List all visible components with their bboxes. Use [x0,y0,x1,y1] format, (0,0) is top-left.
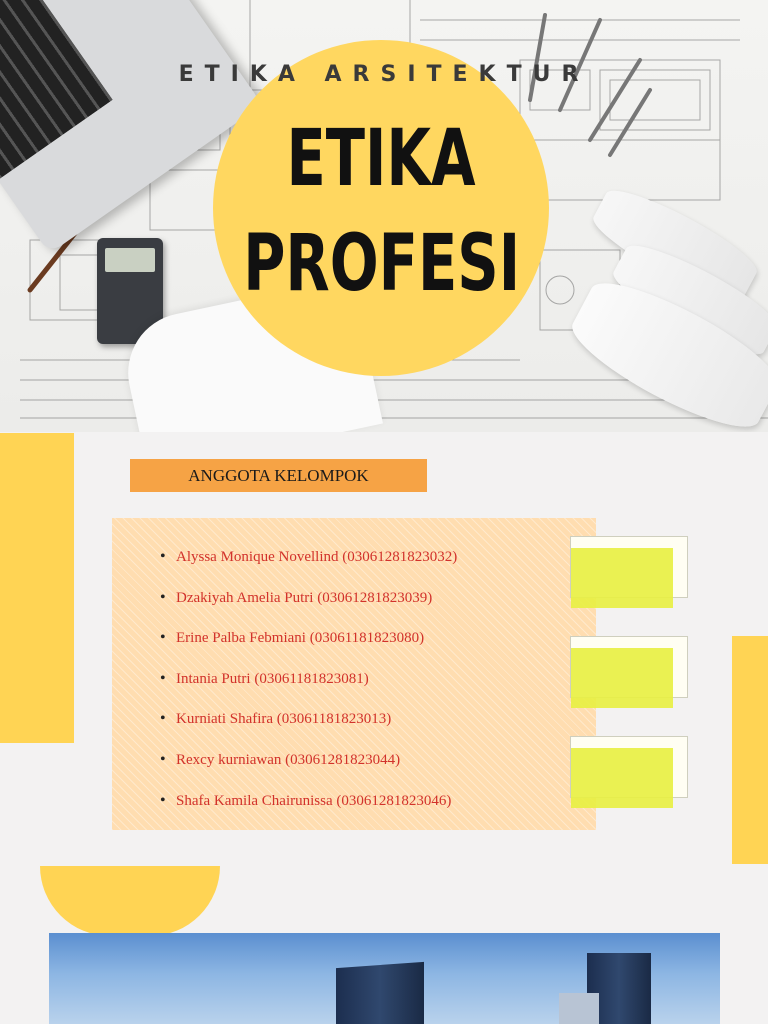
decor-yellow-bar-left [0,433,74,743]
building [559,993,599,1024]
title-line-1: ETIKA [286,114,476,204]
title-circle [213,40,549,376]
city-photo [49,933,720,1024]
list-item: • Shafa Kamila Chairunissa (03061281823046) [160,793,457,834]
building [336,962,424,1024]
member-list [160,549,457,833]
keyboard [0,0,113,186]
subtitle: ETIKA ARSITEKTUR [178,62,590,87]
decor-yellow-semicircle [40,866,220,936]
list-item: • Dzakiyah Amelia Putri (03061281823039) [160,590,457,631]
list-item: • Intania Putri (03061181823081) [160,671,457,712]
list-item: • Kurniati Shafira (03061181823013) [160,711,457,752]
list-item: • Alyssa Monique Novellind (03061281823032) [160,549,457,590]
decor-lime-box [571,748,673,808]
list-item: • Rexcy kurniawan (03061281823044) [160,752,457,793]
decor-lime-box [571,648,673,708]
hero-image [0,0,768,432]
decor-yellow-bar-right [732,636,768,864]
list-item: • Erine Palba Febmiani (03061181823080) [160,630,457,671]
section-header: ANGGOTA KELOMPOK [188,466,369,485]
title-line-2: PROFESI [243,219,521,309]
decor-lime-box [571,548,673,608]
